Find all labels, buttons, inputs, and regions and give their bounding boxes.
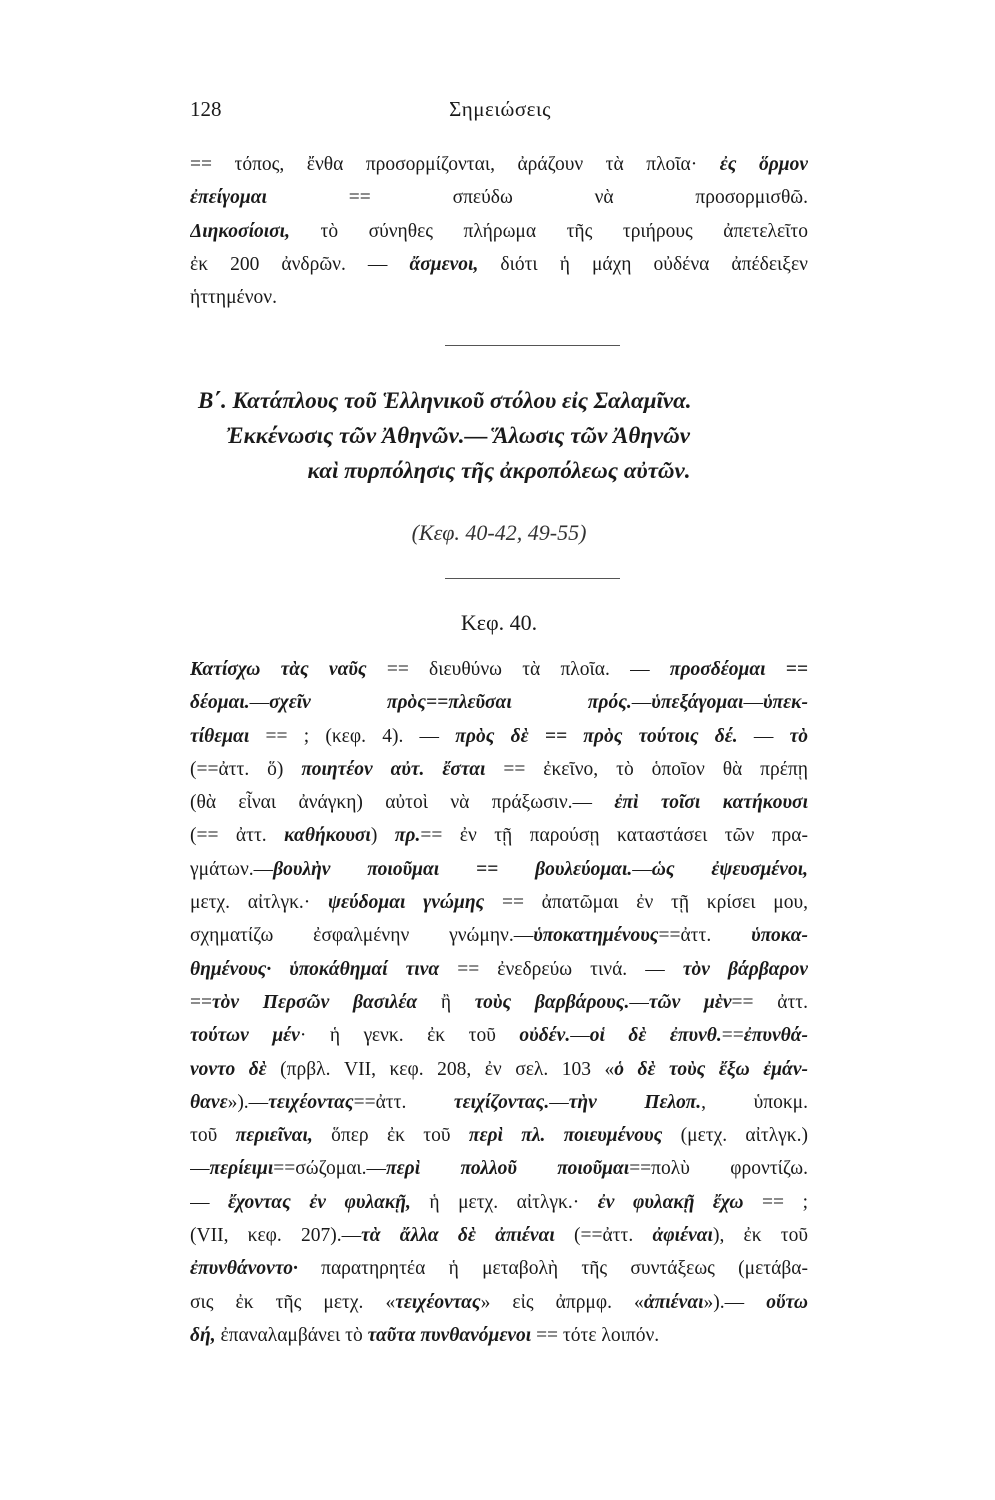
lemma-term: δή, <box>190 1324 216 1346</box>
gloss-text: — <box>737 725 790 747</box>
text-line <box>190 1152 808 1185</box>
lemma-term: ψεύδομαι γνώμης <box>328 892 485 914</box>
gloss-text: — <box>190 1158 210 1180</box>
gloss-text: == ἐνεδρεύω τινά. — <box>439 958 683 980</box>
text-line <box>190 1119 808 1152</box>
gloss-text: == τότε λοιπόν. <box>531 1324 660 1346</box>
gloss-text: — <box>743 692 763 714</box>
gloss-text: — <box>549 1091 569 1113</box>
lemma-term: ἐπυνθά- <box>743 1025 808 1047</box>
gloss-text: — <box>629 991 649 1013</box>
text-line <box>190 853 808 886</box>
text-line <box>190 148 808 181</box>
gloss-text: (πρβλ. VII, κεφ. 208, ἐν σελ. 103 « <box>266 1058 615 1080</box>
gloss-text: »).— <box>227 1091 269 1113</box>
lemma-term: ἀφιέναι <box>652 1225 713 1247</box>
text-line <box>190 919 808 952</box>
lemma-term: ἐπὶ τοῖσι κατήκουσι <box>614 792 808 814</box>
gloss-text: , ὑποκμ. <box>701 1091 808 1113</box>
gloss-text: ), ἐκ τοῦ <box>712 1225 808 1247</box>
gloss-text: »).— <box>703 1291 767 1313</box>
gloss-text: — <box>632 858 652 880</box>
text-line <box>190 1319 808 1352</box>
text-line <box>190 215 808 248</box>
gloss-text: == τόπος, ἔνθα προσορμίζονται, ἀράζουν τὰ πλοῖα· <box>190 154 720 175</box>
lemma-term: προσδέομαι == <box>669 659 808 680</box>
gloss-text: == <box>190 991 212 1013</box>
gloss-text: == ἐν τῇ παρούσῃ καταστάσει τῶν πρα- <box>420 825 808 847</box>
gloss-text: — <box>190 1191 229 1213</box>
lemma-term: περὶ πλ. ποιευμένους <box>468 1125 663 1147</box>
gloss-text: (==ἀττ. <box>554 1225 653 1247</box>
lemma-term: ἄσμενοι, <box>409 253 479 275</box>
gloss-text: (== ἀττ. <box>190 825 285 847</box>
lemma-term: τειχέοντας <box>395 1291 481 1313</box>
lemma-term: τὸν βάρβαρον <box>682 958 808 980</box>
text-line <box>190 786 808 819</box>
gloss-text: ἢ <box>417 991 475 1013</box>
lemma-term: οὕτω <box>766 1291 808 1313</box>
lemma-term: σχεῖν πρὸς==πλεῦσαι πρός. <box>269 692 632 714</box>
lemma-term: καθήκουσι <box>284 825 371 847</box>
section-heading-line-3: καὶ πυρπόλησις τῆς ἀκροπόλεως αὐτῶν. <box>307 458 691 483</box>
lemma-term: δέομαι. <box>190 692 250 714</box>
text-line <box>190 986 808 1019</box>
lemma-term: τειχέοντας <box>268 1091 354 1113</box>
section-heading-line-1: Β΄. Κατάπλους τοῦ Ἑλληνικοῦ στόλου εἰς Σαλαμῖνα. <box>198 388 692 413</box>
text-line <box>190 281 808 314</box>
gloss-text: == ἐκεῖνο, τὸ ὁποῖον θὰ πρέπῃ <box>485 758 808 780</box>
lemma-term: οἱ δὲ ἐπυνθ. <box>589 1025 722 1047</box>
lemma-term: ὑποκατημένους <box>533 925 659 947</box>
lemma-term: πρὸς δὲ == πρὸς τούτοις δέ. <box>455 725 738 747</box>
lemma-term: ὑπεκ- <box>762 692 808 714</box>
lemma-term: περιεῖναι, <box>235 1125 313 1147</box>
gloss-text: μετχ. αἰτλγκ.· <box>190 892 329 914</box>
gloss-text: == σπεύδω νὰ προσορμισθῶ. <box>266 187 808 209</box>
gloss-text: γμάτων.— <box>190 858 274 880</box>
lemma-term: ἐπυνθάνοντο· <box>190 1258 298 1280</box>
gloss-text: == ; (κεφ. 4). — <box>249 725 456 747</box>
gloss-text: τὸ σύνηθες πλήρωμα τῆς τριήρους ἀπετελεῖτο <box>289 220 808 242</box>
lemma-term: τούτων μέν <box>190 1025 300 1047</box>
text-line <box>190 1019 808 1052</box>
text-line <box>190 886 808 919</box>
lemma-term: ταῦτα πυνθανόμενοι <box>367 1324 532 1346</box>
lemma-term: ἔχοντας ἐν φυλακῇ, <box>228 1191 411 1213</box>
lemma-term: θανε <box>190 1091 228 1113</box>
lemma-term: περίειμι <box>209 1158 274 1180</box>
lemma-term: ποιητέον αὐτ. ἔσται <box>301 758 486 780</box>
gloss-text: (VII, κεφ. 207).— <box>190 1225 362 1247</box>
gloss-text: ==σώζομαι.— <box>273 1158 387 1180</box>
lemma-term: ὡς ἐψευσμένοι, <box>651 858 808 880</box>
lemma-term: ὁ δὲ τοὺς ἔξω ἐμάν- <box>614 1058 808 1080</box>
lemma-term: θημένους· ὑποκάθημαί τινα <box>190 958 440 980</box>
gloss-text: — <box>570 1025 590 1047</box>
lemma-term: τειχίζοντας. <box>453 1091 550 1113</box>
lemma-term: βουλὴν ποιοῦμαι == βουλεύομαι. <box>273 858 633 880</box>
gloss-text: ἡ μετχ. αἰτλγκ.· <box>410 1191 598 1213</box>
lemma-term: τοὺς βαρβάρους. <box>474 991 630 1013</box>
gloss-text: == ἀττ. <box>731 991 808 1013</box>
intro-paragraph <box>190 148 808 314</box>
gloss-text: (θὰ εἶναι ἀνάγκη) αὐτοὶ νὰ πράξωσιν.— <box>190 792 615 814</box>
lemma-term: τίθεμαι <box>190 725 250 747</box>
text-line <box>190 953 808 986</box>
text-line <box>190 753 808 786</box>
gloss-text: ) <box>370 825 395 847</box>
text-line <box>190 1186 808 1219</box>
section-heading-line-2: Ἐκκένωσις τῶν Ἀθηνῶν.— Ἅλωσις τῶν Ἀθηνῶν <box>226 423 690 448</box>
gloss-text: παρατηρητέα ἡ μεταβολὴ τῆς συντάξεως (μετάβα- <box>297 1258 808 1280</box>
lemma-term: τὸ <box>789 725 808 747</box>
gloss-text: σχηματίζω ἐσφαλμένην γνώμην.— <box>190 925 534 947</box>
separator-rule-2 <box>445 578 620 579</box>
lemma-term: Κατίσχω τὰς ναῦς <box>190 659 367 680</box>
gloss-text: διότι ἡ μάχη οὐδένα ἀπέδειξεν <box>478 253 808 275</box>
text-line <box>190 720 808 753</box>
lemma-term: ἐς ὅρμον <box>719 154 808 175</box>
gloss-text: ἡττημένον. <box>190 287 277 309</box>
lemma-term: τὸν Περσῶν βασιλέα <box>212 991 418 1013</box>
commentary-paragraph <box>190 653 808 1352</box>
gloss-text: » εἰς ἀπρμφ. « <box>480 1291 644 1313</box>
lemma-term: ἐπείγομαι <box>190 187 267 209</box>
gloss-text: ==πολὺ φροντίζω. <box>629 1158 808 1180</box>
page-header <box>190 97 810 127</box>
lemma-term: Διηκοσίοισι, <box>190 220 290 242</box>
chapter-title: Κεφ. 40. <box>460 610 538 635</box>
gloss-text: σις ἐκ τῆς μετχ. « <box>190 1291 396 1313</box>
section-heading <box>190 383 808 488</box>
text-line <box>190 1252 808 1285</box>
text-line <box>190 819 808 852</box>
lemma-term: οὐδέν. <box>519 1025 571 1047</box>
lemma-term: τὰ ἄλλα δὲ ἀπιέναι <box>361 1225 555 1247</box>
gloss-text: ==ἀττ. <box>658 925 752 947</box>
text-line <box>190 1219 808 1252</box>
gloss-text: (μετχ. αἰτλγκ.) <box>662 1125 808 1147</box>
gloss-text: ἐκ 200 ἀνδρῶν. — <box>190 253 410 275</box>
gloss-text: (==ἀττ. ὅ) <box>190 758 302 780</box>
gloss-text: == ἀπατῶμαι ἐν τῇ κρίσει μου, <box>484 892 808 914</box>
text-line <box>190 181 808 214</box>
gloss-text: ἐπαναλαμβάνει τὸ <box>215 1324 368 1346</box>
gloss-text: == διευθύνω τὰ πλοῖα. — <box>366 659 670 680</box>
lemma-term: περὶ πολλοῦ ποιοῦμαι <box>386 1158 630 1180</box>
lemma-term: τὴν Πελοπ. <box>568 1091 702 1113</box>
running-title: Σημειώσεις <box>449 97 551 121</box>
chapter-range: (Κεφ. 40-42, 49-55) <box>411 520 587 545</box>
text-line <box>190 1086 808 1119</box>
lemma-term: ἀπιέναι <box>643 1291 704 1313</box>
separator-rule-1 <box>445 345 620 346</box>
text-line <box>190 1053 808 1086</box>
text-line <box>190 1286 808 1319</box>
gloss-text: — <box>631 692 652 714</box>
page-number: 128 <box>190 97 222 121</box>
gloss-text: ==ἀττ. <box>353 1091 454 1113</box>
gloss-text: ὅπερ ἐκ τοῦ <box>312 1125 469 1147</box>
lemma-term: ὑποκα- <box>751 925 808 947</box>
lemma-term: τῶν μὲν <box>648 991 732 1013</box>
gloss-text: == ; <box>743 1191 808 1213</box>
lemma-term: ὑπεξάγομαι <box>651 692 744 714</box>
text-line <box>190 653 808 686</box>
text-line <box>190 686 808 719</box>
gloss-text: τοῦ <box>190 1125 236 1147</box>
gloss-text: — <box>249 692 270 714</box>
gloss-text: == <box>721 1025 744 1047</box>
lemma-term: πρ. <box>394 825 421 847</box>
lemma-term: νοντο δὲ <box>190 1058 267 1080</box>
lemma-term: ἐν φυλακῇ ἔχω <box>597 1191 744 1213</box>
text-line <box>190 248 808 281</box>
gloss-text: · ἡ γενκ. ἐκ τοῦ <box>299 1025 520 1047</box>
